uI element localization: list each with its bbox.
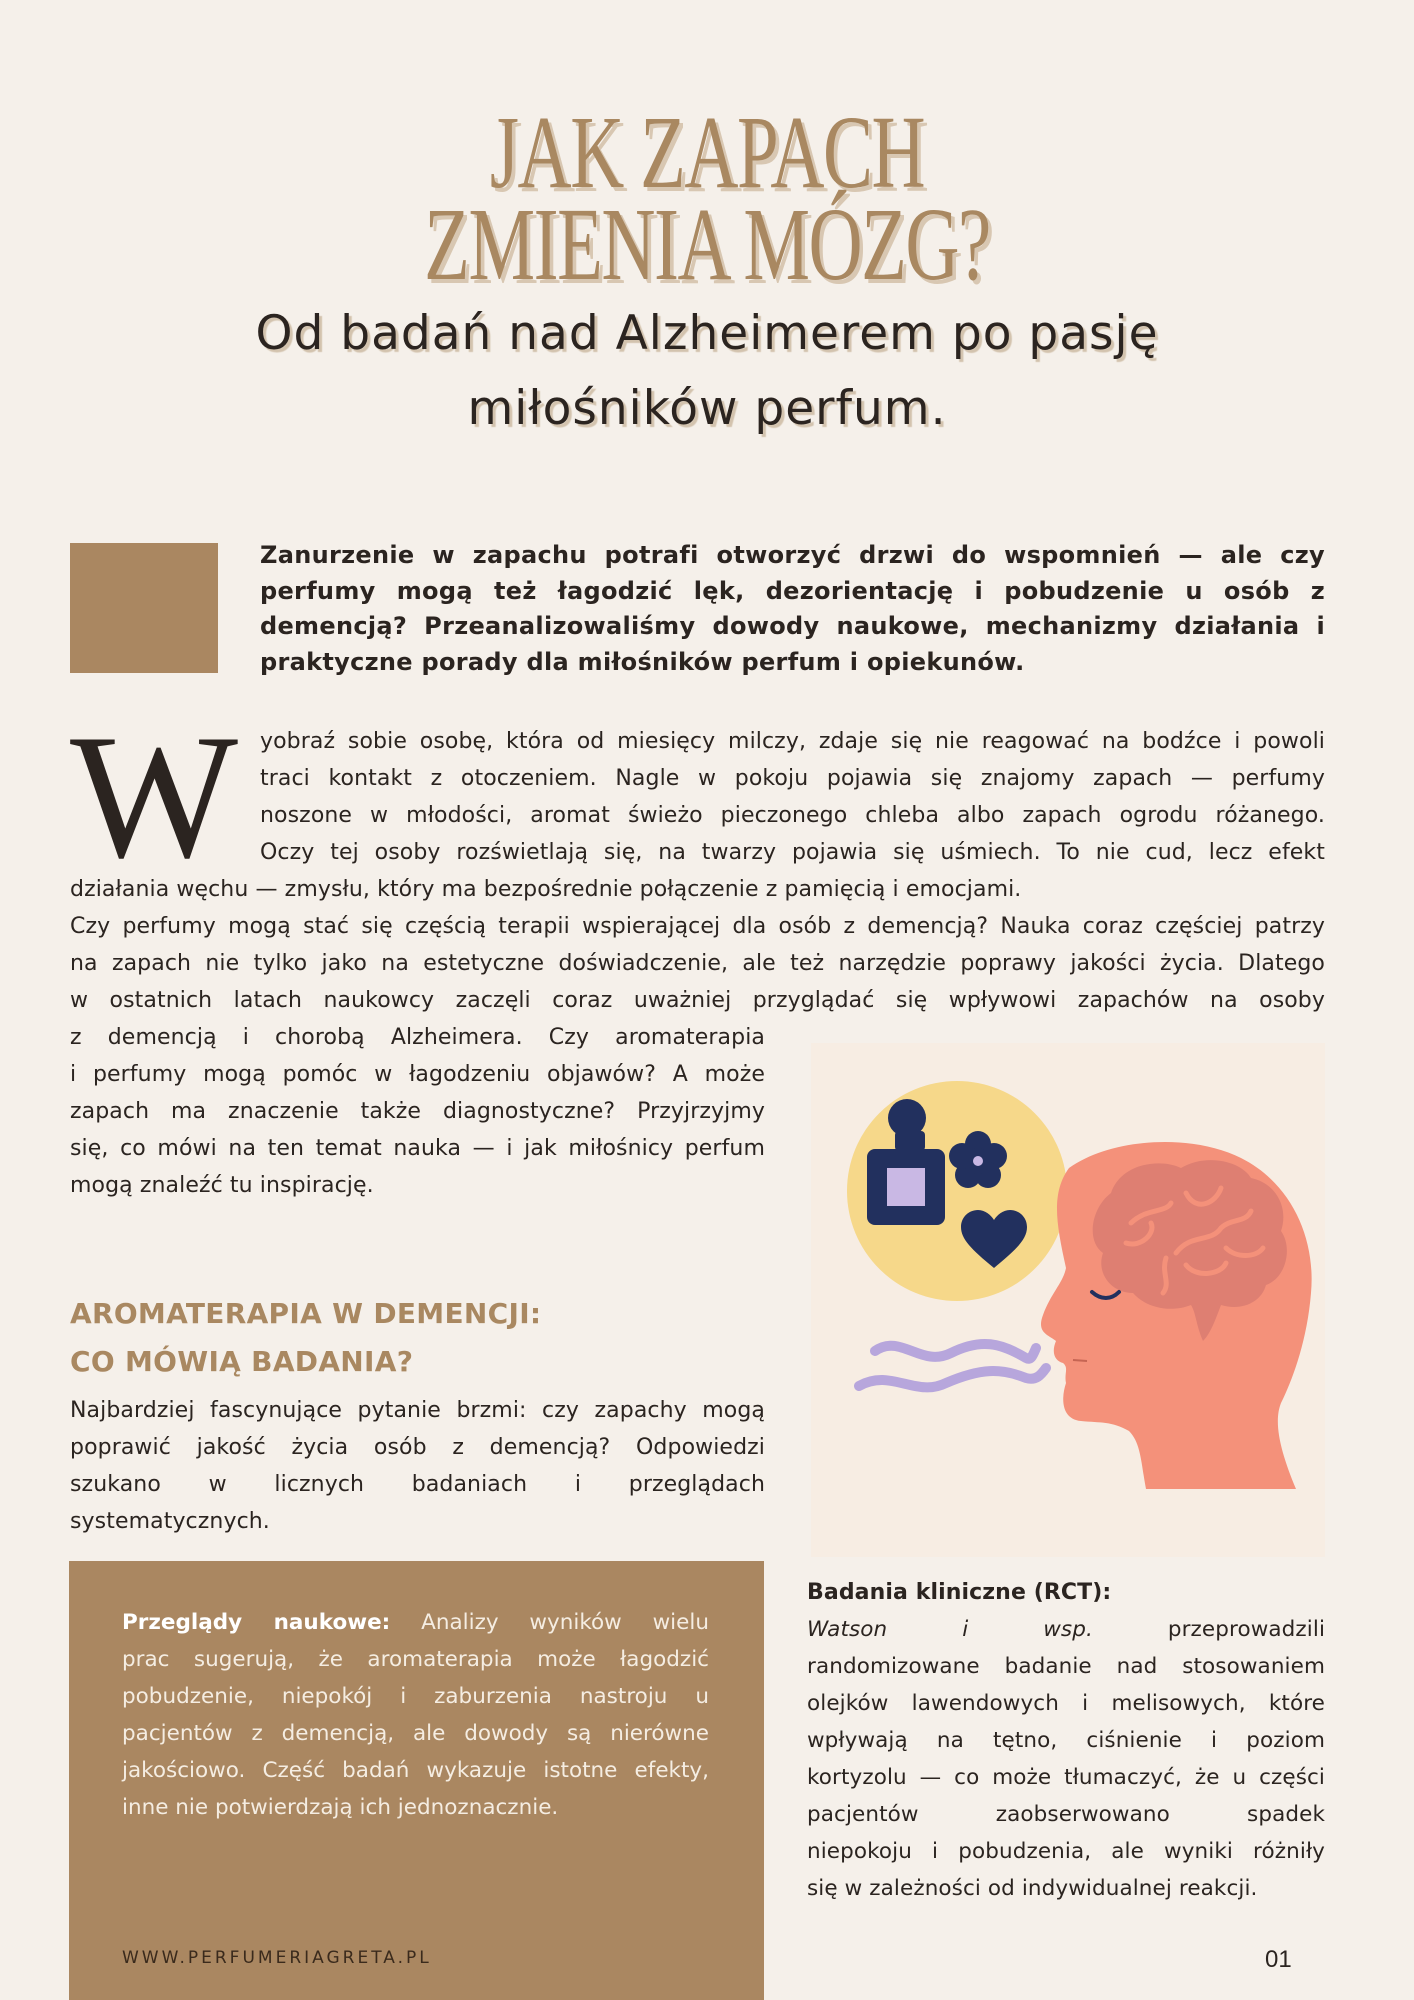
text-line: działania węchu — zmysłu, który ma bezpośrednie połączenie z pamięcią i emocjami. — [70, 877, 1022, 902]
box-text — [122, 1604, 709, 1826]
author-name: Watson — [807, 1617, 888, 1642]
text-line: prac sugerują, że aromaterapia może łagodzić — [122, 1647, 709, 1672]
text-line: olejków lawendowych i melisowych, które — [807, 1691, 1325, 1716]
text-line: Oczy tej osoby rozświetlają się, na twarzy pojawia się uśmiech. To nie cud, lecz efekt — [260, 840, 1325, 865]
text-line: niepokoju i pobudzenia, ale wyniki różniły — [807, 1839, 1325, 1864]
text-line — [122, 1604, 709, 1641]
text-line: się, co mówi na ten temat nauka — i jak miłośnicy perfum — [70, 1136, 765, 1161]
page-number: 01 — [1265, 1946, 1292, 1973]
rct-paragraph — [807, 1574, 1325, 1907]
subtitle-line-2: miłośników perfum. — [467, 381, 947, 436]
text-line: kortyzolu — co może tłumaczyć, że u części — [807, 1765, 1325, 1790]
text-line: pacjentów z demencją, ale dowody są nierówne — [122, 1721, 709, 1746]
highlight-box — [69, 1561, 764, 2000]
text-line: yobraź sobie osobę, która od miesięcy milczy, zdaje się nie reagować na bodźce i powoli — [260, 729, 1325, 754]
section-heading — [70, 1290, 770, 1386]
text-line: traci kontakt z otoczeniem. Nagle w pokoju pojawia się znajomy zapach — perfumy — [260, 766, 1325, 791]
text-line: inne nie potwierdzają ich jednoznacznie. — [122, 1795, 559, 1820]
drop-cap: W — [70, 697, 239, 895]
subtitle-line-1: Od badań nad Alzheimerem po pasję — [255, 306, 1159, 361]
text-fragment: i — [962, 1617, 969, 1642]
illustration-scent-brain — [811, 1043, 1325, 1557]
box-bold-label: Przeglądy naukowe: — [122, 1610, 391, 1635]
page-title-line-1: JAK ZAPACH — [489, 95, 925, 210]
paragraph-2 — [70, 908, 1325, 1019]
text-fragment: Analizy wyników wielu — [421, 1610, 709, 1635]
mouth — [1073, 1360, 1087, 1361]
text-line — [807, 1611, 1325, 1648]
text-line: pacjentów zaobserwowano spadek — [807, 1802, 1325, 1827]
text-line: mogą znaleźć tu inspirację. — [70, 1173, 374, 1198]
decorative-square — [70, 543, 218, 673]
intro-lead: Zanurzenie w zapachu potrafi otworzyć drzwi do wspomnień — ale czy perfumy mogą też łagodzić lęk, dezorientację i pobudzenie u osób z demencją? Przeanalizowaliśmy dowody naukowe, mechanizmy działania i praktyczne porady dla miłośników perfum i opiekunów. — [260, 541, 1325, 676]
text-line: poprawić jakość życia osób z demencją? Odpowiedzi — [70, 1435, 765, 1460]
text-line: randomizowane badanie nad stosowaniem — [807, 1654, 1325, 1679]
text-line: z demencją i chorobą Alzheimera. Czy aromaterapia — [70, 1025, 765, 1050]
text-line: systematycznych. — [70, 1509, 270, 1534]
text-line: jakościowo. Część badań wykazuje istotne efekty, — [122, 1758, 709, 1783]
paragraph-1-end — [70, 871, 1325, 908]
text-fragment: wsp. — [1043, 1617, 1093, 1642]
text-line: i perfumy mogą pomóc w łagodzeniu objawów? A może — [70, 1062, 765, 1087]
rct-title: Badania kliniczne (RCT): — [807, 1580, 1112, 1605]
text-line: w ostatnich latach naukowcy zaczęli coraz uważniej przyglądać się wpływowi zapachów na osoby — [70, 988, 1325, 1013]
paragraph-1 — [260, 723, 1325, 871]
section-heading-line-1: AROMATERAPIA W DEMENCJI: — [70, 1297, 542, 1330]
section-heading-line-2: CO MÓWIĄ BADANIA? — [70, 1345, 414, 1378]
website-link[interactable]: WWW.PERFUMERIAGRETA.PL — [122, 1948, 432, 1968]
text-line: na zapach nie tylko jako na estetyczne doświadczenie, ale też narzędzie poprawy jakości życia. Dlatego — [70, 951, 1325, 976]
text-line: wpływają na tętno, ciśnienie i poziom — [807, 1728, 1325, 1753]
page-title-line-2: ZMIENIA MÓZG? — [424, 187, 990, 302]
text-line: pobudzenie, niepokój i zaburzenia nastroju u — [122, 1684, 709, 1709]
scent-wave-icon — [859, 1344, 1046, 1387]
section-paragraph — [70, 1392, 765, 1540]
text-line: Czy perfumy mogą stać się częścią terapii wspierającej dla osób z demencją? Nauka coraz częściej patrzy — [70, 914, 1325, 939]
paragraph-3 — [70, 1019, 765, 1204]
text-line: noszone w młodości, aromat świeżo pieczonego chleba albo zapach ogrodu różanego. — [260, 803, 1325, 828]
text-fragment: przeprowadzili — [1167, 1617, 1326, 1642]
text-line: się w zależności od indywidualnej reakcji. — [807, 1876, 1258, 1901]
text-line: szukano w licznych badaniach i przeglądach — [70, 1472, 765, 1497]
text-line: Najbardziej fascynujące pytanie brzmi: czy zapachy mogą — [70, 1398, 765, 1423]
text-line: zapach ma znaczenie także diagnostyczne? Przyjrzyjmy — [70, 1099, 765, 1124]
